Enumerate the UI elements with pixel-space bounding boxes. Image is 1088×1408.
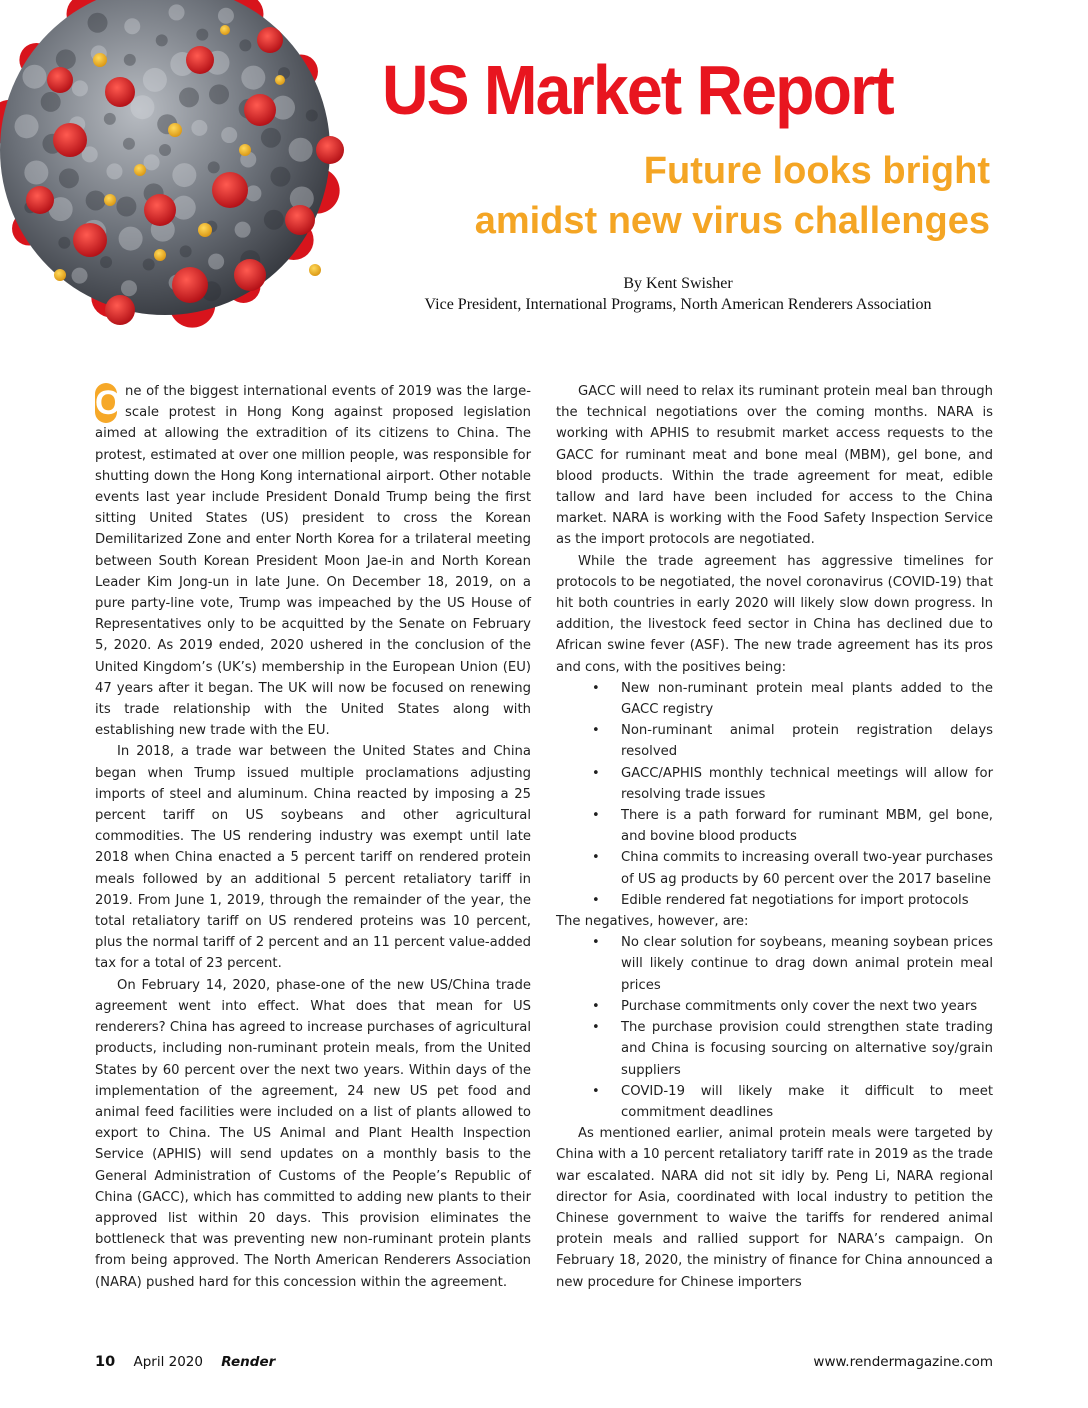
protein-node [168,123,182,137]
spike [105,295,135,325]
article-column-left [95,381,531,1293]
page-title: US Market Report [382,51,893,129]
page-footer [95,1354,993,1376]
spike [212,172,248,208]
website-url: www.rendermagazine.com [813,1354,993,1370]
protein-node [93,53,107,67]
paragraph: GACC will need to relax its ruminant protein meal ban through the technical negotiations over the coming months. NARA is working with APHIS to resubmit market access requests to the GACC for ruminant meat and bone meal (MBM), gel bone, and blood products. Within the trade agreement for meat, edible tallow and lard have been included for access to the China market. NARA is working with the Food Safety Inspection Service as the import protocols are negotiated. [556,384,993,548]
list-item: • Non-ruminant animal protein registration delays resolved [556,720,993,762]
paragraph [95,381,531,741]
paragraph: The negatives, however, are: [556,914,749,930]
issue-date: April 2020 [133,1354,203,1370]
spike [172,267,208,303]
list-item: • Purchase commitments only cover the next two years [556,996,993,1017]
coronavirus-illustration [0,0,380,370]
paragraph: On February 14, 2020, phase-one of the new US/China trade agreement went into effect. What does that mean for US renderers? China has agreed to increase purchases of agricultural products, including non-ruminant protein meals, from the United States by 60 percent over the next two years. Within days of the implementation of the agreement, 24 new US pet food and animal feed facilities were included on a list of plants allowed to export to China. The US Animal and Plant Health Inspection Service (APHIS) will send updates on a monthly basis to the General Administration of Customs of the People’s Republic of China (GACC), which has committed to adding new plants to their approved list within 20 days. This provision eliminates the bottleneck that was preventing new non-ruminant protein plants from being approved. The North American Renderers Association (NARA) pushed hard for this concession within the agreement. [95,977,531,1290]
list-item: • There is a path forward for ruminant MBM, gel bone, and bovine blood products [556,805,993,847]
list-item: • GACC/APHIS monthly technical meetings will allow for resolving trade issues [556,763,993,805]
subtitle-line-2: amidst new virus challenges [474,200,990,242]
spike [73,223,107,257]
paragraph: While the trade agreement has aggressive timelines for protocols to be negotiated, the novel coronavirus (COVID-19) that hit both countries in early 2020 will likely slow down progress. In addition, the livestock feed sector in China has declined due to African swine fever (ASF). The new trade agreement has its pros and cons, with the positives being: [556,553,993,675]
spike [234,259,266,291]
protein-node [198,223,212,237]
paragraph: In 2018, a trade war between the United States and China began when Trump issued multiple proclamations adjusting imports of steel and aluminum. China reacted by imposing a 25 percent tariff on US soybeans and other agricultural commodities. The US rendering industry was exempt until late 2018 when China enacted a 5 percent tariff on rendered protein meals followed by an additional 5 percent retaliatory tariff in 2019. From June 1, 2019, through the remainder of the year, the total retaliatory tariff on US rendered proteins was 10 percent, plus the normal tariff of 2 percent and an 11 percent value-added tax for a total of 23 percent. [95,744,531,972]
author-title: Vice President, International Programs, North American Renderers Association [424,296,932,313]
spike [316,136,344,164]
article-column-right [556,381,993,1293]
spike [244,94,276,126]
spike [186,46,214,74]
paragraph: As mentioned earlier, animal protein meals were targeted by China with a 10 percent retaliatory tariff rate in 2019 as the trade war escalated. NARA did not sit idly by. Peng Li, NARA regional director for Asia, coordinated with local industry to petition the Chinese government to waive the tariffs for rendered animal protein meals and rallied support for NARA’s campaign. On February 18, 2020, the ministry of finance for China announced a new procedure for Chinese importers [556,1126,993,1290]
positives-list [556,678,993,911]
magazine-name: Render [221,1354,276,1370]
protein-node [104,194,116,206]
list-item: • New non-ruminant protein meal plants added to the GACC registry [556,678,993,720]
protein-node [239,144,251,156]
list-item: • China commits to increasing overall two-year purchases of US ag products by 60 percent over the 2017 baseline [556,847,993,889]
spike [257,27,283,53]
spike [26,186,54,214]
protein-node [275,75,285,85]
author-name: By Kent Swisher [623,275,733,292]
page-number: 10 [95,1354,116,1370]
list-item: • The purchase provision could strengthen state trading and China is focusing sourcing on alternative soy/grain suppliers [556,1017,993,1081]
article-subtitle [475,146,990,246]
protein-node [220,25,230,35]
protein-node [154,249,166,261]
negatives-list [556,932,993,1123]
byline [390,273,966,315]
subtitle-line-1: Future looks bright [643,150,990,192]
paragraph-text: ne of the biggest international events of 2019 was the large-scale protest in Hong Kong against proposed legislation aimed at allowing the extradition of its citizens to China. The protest, estimated at over one million people, was responsible for shutting down the Hong Kong international airport. Other notable events last year include President Donald Trump being the first sitting United States (US) president to cross the Korean Demilitarized Zone and enter North Korea for a trilateral meeting between South Korean President Moon Jae-in and North Korean Leader Kim Jong-un in late June. On December 18, 2019, on a pure party-line vote, Trump was impeached by the US House of Representatives only to be acquitted by the Senate on February 5, 2020. As 2019 ended, 2020 ushered in the conclusion of the United Kingdom’s (UK’s) membership in the European Union (EU) 47 years after it began. The UK will now be focused on renewing its trade relationship with the United States along with establishing new trade with the EU. [95,384,531,739]
protein-node [134,164,146,176]
list-item: • No clear solution for soybeans, meaning soybean prices will likely continue to drag down animal protein meal prices [556,932,993,996]
drop-cap: O [95,384,122,422]
spike [285,205,315,235]
protein-node [54,269,66,281]
spike [144,194,176,226]
list-item: • Edible rendered fat negotiations for import protocols [556,890,993,911]
spike [47,67,73,93]
spike [53,123,87,157]
protein-node [309,264,321,276]
spike [105,77,135,107]
list-item: • COVID-19 will likely make it difficult to meet commitment deadlines [556,1081,993,1123]
